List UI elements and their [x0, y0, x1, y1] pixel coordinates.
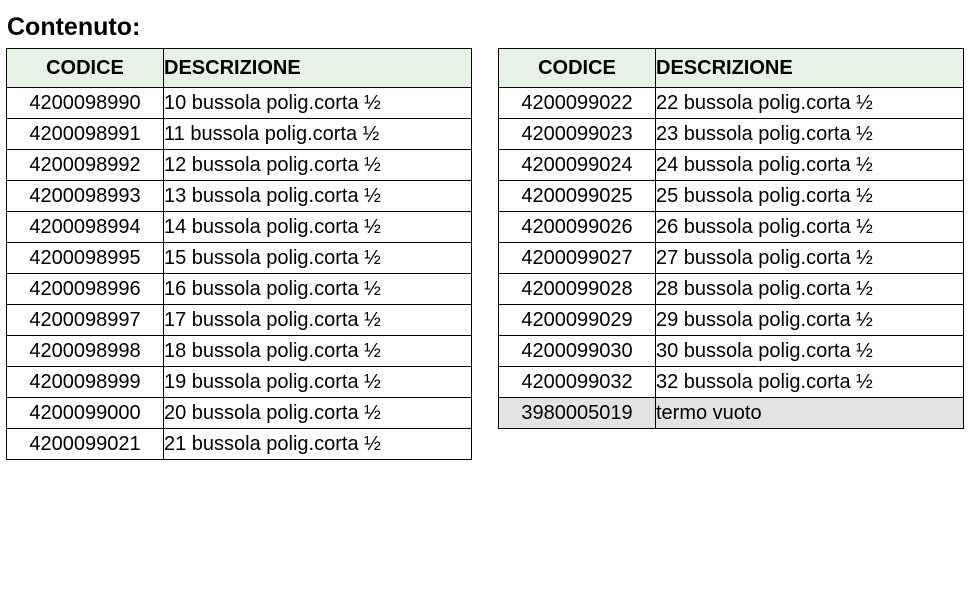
code-cell: 4200099021	[7, 429, 164, 460]
description-cell: 20 bussola polig.corta ½	[164, 398, 472, 429]
table-row	[7, 336, 472, 367]
description-cell: 26 bussola polig.corta ½	[656, 212, 964, 243]
code-cell: 4200098993	[7, 181, 164, 212]
code-cell: 4200098997	[7, 305, 164, 336]
column-header-code: CODICE	[7, 49, 164, 88]
description-cell: 32 bussola polig.corta ½	[656, 367, 964, 398]
description-cell: 30 bussola polig.corta ½	[656, 336, 964, 367]
description-cell: 25 bussola polig.corta ½	[656, 181, 964, 212]
code-cell: 4200099029	[499, 305, 656, 336]
description-cell: 10 bussola polig.corta ½	[164, 88, 472, 119]
code-cell: 4200098998	[7, 336, 164, 367]
table-row	[499, 212, 964, 243]
code-cell: 4200099028	[499, 274, 656, 305]
description-cell: 24 bussola polig.corta ½	[656, 150, 964, 181]
table-row	[499, 243, 964, 274]
code-cell: 4200099022	[499, 88, 656, 119]
table-row	[7, 119, 472, 150]
table-row	[7, 367, 472, 398]
table-header-row	[499, 49, 964, 88]
table-row	[499, 305, 964, 336]
column-header-description: DESCRIZIONE	[656, 49, 964, 88]
table-row	[7, 212, 472, 243]
description-cell: 21 bussola polig.corta ½	[164, 429, 472, 460]
description-cell: 17 bussola polig.corta ½	[164, 305, 472, 336]
table-row	[7, 305, 472, 336]
table-row-highlighted	[499, 398, 964, 429]
code-cell: 4200098992	[7, 150, 164, 181]
description-cell: 14 bussola polig.corta ½	[164, 212, 472, 243]
code-cell: 4200099030	[499, 336, 656, 367]
code-cell: 4200098999	[7, 367, 164, 398]
description-cell: 27 bussola polig.corta ½	[656, 243, 964, 274]
column-header-description: DESCRIZIONE	[164, 49, 472, 88]
table-row	[499, 150, 964, 181]
column-header-code: CODICE	[499, 49, 656, 88]
table-row	[7, 429, 472, 460]
description-cell: 12 bussola polig.corta ½	[164, 150, 472, 181]
description-cell: 16 bussola polig.corta ½	[164, 274, 472, 305]
code-cell: 4200099026	[499, 212, 656, 243]
table-row	[499, 367, 964, 398]
contents-table-left	[6, 48, 472, 460]
code-cell: 4200098995	[7, 243, 164, 274]
code-cell: 4200099000	[7, 398, 164, 429]
table-row	[499, 274, 964, 305]
description-cell: 23 bussola polig.corta ½	[656, 119, 964, 150]
page-title: Contenuto:	[7, 13, 141, 41]
code-cell: 4200099032	[499, 367, 656, 398]
table-row	[7, 274, 472, 305]
description-cell: termo vuoto	[656, 398, 964, 429]
description-cell: 29 bussola polig.corta ½	[656, 305, 964, 336]
description-cell: 15 bussola polig.corta ½	[164, 243, 472, 274]
description-cell: 22 bussola polig.corta ½	[656, 88, 964, 119]
description-cell: 19 bussola polig.corta ½	[164, 367, 472, 398]
code-cell: 3980005019	[499, 398, 656, 429]
code-cell: 4200098996	[7, 274, 164, 305]
description-cell: 28 bussola polig.corta ½	[656, 274, 964, 305]
code-cell: 4200098990	[7, 88, 164, 119]
code-cell: 4200099027	[499, 243, 656, 274]
table-row	[499, 181, 964, 212]
table-row	[7, 398, 472, 429]
table-row	[7, 150, 472, 181]
code-cell: 4200098991	[7, 119, 164, 150]
code-cell: 4200099024	[499, 150, 656, 181]
table-header-row	[7, 49, 472, 88]
table-row	[7, 88, 472, 119]
code-cell: 4200099025	[499, 181, 656, 212]
table-row	[499, 336, 964, 367]
table-row	[7, 243, 472, 274]
description-cell: 13 bussola polig.corta ½	[164, 181, 472, 212]
table-row	[499, 119, 964, 150]
table-row	[499, 88, 964, 119]
code-cell: 4200099023	[499, 119, 656, 150]
description-cell: 18 bussola polig.corta ½	[164, 336, 472, 367]
description-cell: 11 bussola polig.corta ½	[164, 119, 472, 150]
code-cell: 4200098994	[7, 212, 164, 243]
contents-table-right	[498, 48, 964, 429]
table-row	[7, 181, 472, 212]
